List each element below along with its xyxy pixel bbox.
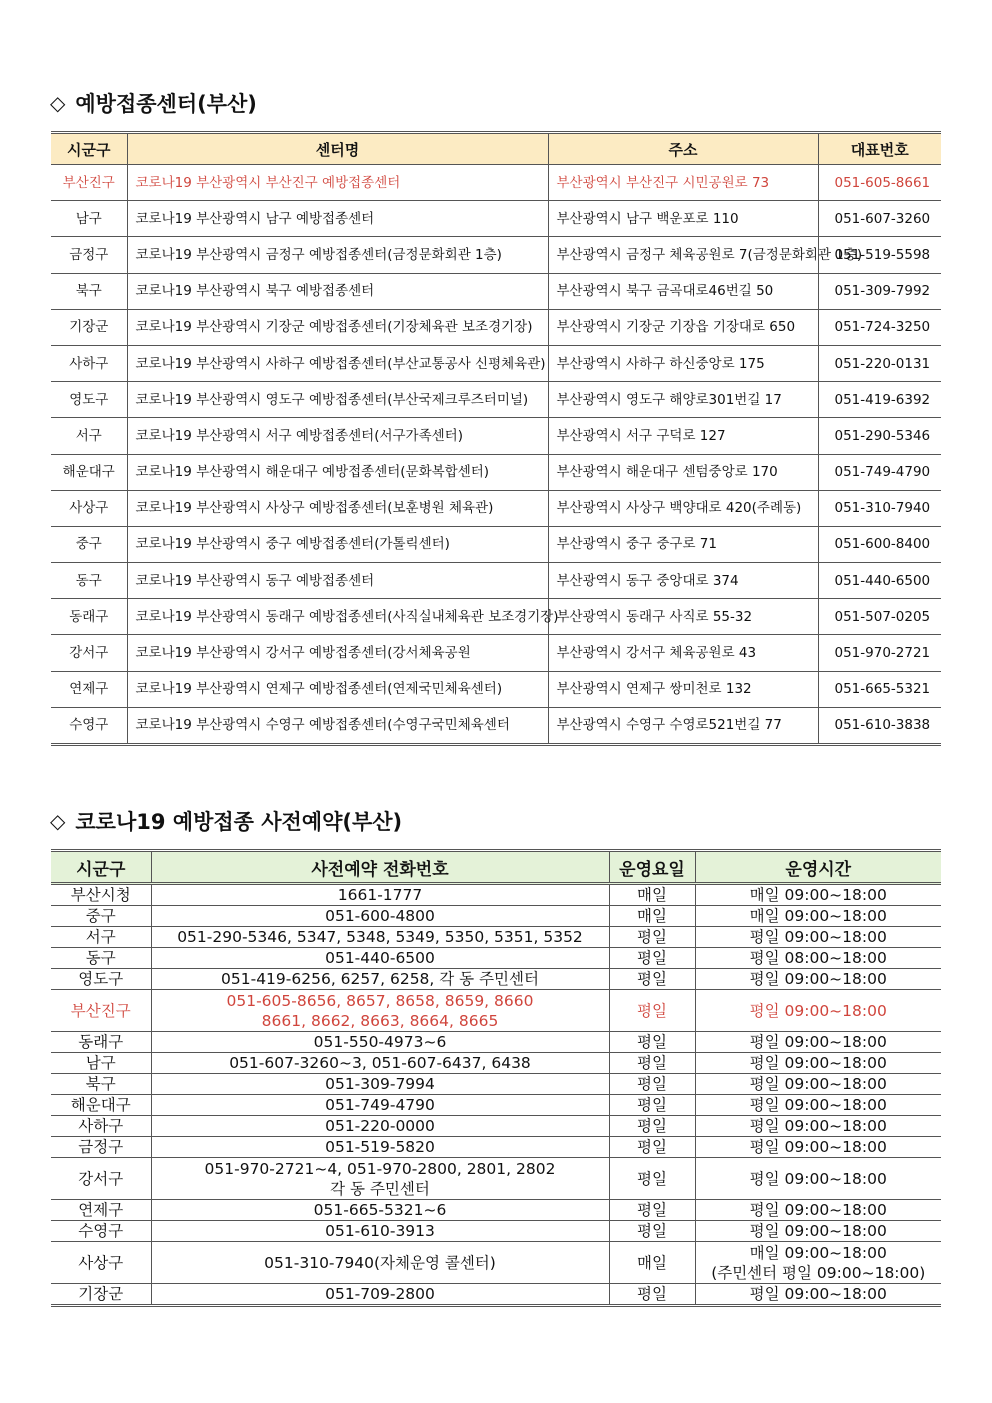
operating-hours-cell-line: 평일 09:00~18:00 xyxy=(749,1138,887,1156)
operating-hours-cell-line: 평일 08:00~18:00 xyxy=(749,949,887,967)
reservation-phone-cell-line: 051-310-7940(자체운영 콜센터) xyxy=(264,1253,496,1272)
district-cell: 중구 xyxy=(51,906,151,927)
operating-hours-cell-line: 평일 09:00~18:00 xyxy=(749,1075,887,1093)
reservation-phone-cell xyxy=(151,990,609,1032)
center-name-cell: 코로나19 부산광역시 북구 예방접종센터 xyxy=(127,273,548,309)
reservation-phone-cell xyxy=(151,906,609,927)
center-name-cell: 코로나19 부산광역시 기장군 예방접종센터(기장체육관 보조경기장) xyxy=(127,309,548,345)
table-row xyxy=(51,884,941,906)
district-cell: 연제구 xyxy=(51,1200,151,1221)
operating-hours-cell xyxy=(695,1116,941,1137)
reservation-phone-cell xyxy=(151,948,609,969)
reservation-phone-cell-line: 051-970-2721~4, 051-970-2800, 2801, 2802 xyxy=(204,1159,556,1178)
reservation-phone-cell xyxy=(151,1074,609,1095)
operating-hours-cell xyxy=(695,884,941,906)
district-cell: 북구 xyxy=(51,1074,151,1095)
address-cell xyxy=(548,671,818,707)
district-cell: 연제구 xyxy=(51,671,127,707)
phone-cell: 051-600-8400 xyxy=(818,526,941,562)
address-cell xyxy=(548,418,818,454)
operating-hours-cell-line: 평일 09:00~18:00 xyxy=(749,928,887,946)
address-cell-line: 부산광역시 부산진구 시민공원로 73 xyxy=(556,174,770,191)
district-cell: 영도구 xyxy=(51,382,127,418)
table-row xyxy=(51,1200,941,1221)
operating-hours-cell xyxy=(695,948,941,969)
diamond-icon: ◇ xyxy=(50,91,66,115)
reservation-phone-cell xyxy=(151,1053,609,1074)
operating-hours-cell-line: 매일 09:00~18:00 xyxy=(749,886,887,904)
table-row xyxy=(51,273,941,309)
address-cell-line: 부산광역시 남구 백운포로 110 xyxy=(556,210,739,227)
district-cell: 부산진구 xyxy=(51,990,151,1032)
table-row xyxy=(51,526,941,562)
operating-days-cell: 평일 xyxy=(609,1053,695,1074)
column-header: 대표번호 xyxy=(818,133,941,165)
table-row xyxy=(51,1032,941,1053)
table-row xyxy=(51,1221,941,1242)
reservation-phone-cell xyxy=(151,969,609,990)
district-cell: 해운대구 xyxy=(51,1095,151,1116)
district-cell: 기장군 xyxy=(51,1284,151,1306)
address-cell-line: 부산광역시 기장군 기장읍 기장대로 650 xyxy=(556,319,796,336)
district-cell: 동구 xyxy=(51,948,151,969)
operating-days-cell: 평일 xyxy=(609,1032,695,1053)
district-cell: 수영구 xyxy=(51,707,127,744)
operating-hours-cell xyxy=(695,1242,941,1284)
reservation-phone-cell-line: 051-600-4800 xyxy=(325,907,435,925)
reservation-phone-cell xyxy=(151,1158,609,1200)
center-name-cell: 코로나19 부산광역시 연제구 예방접종센터(연제국민체육센터) xyxy=(127,671,548,707)
table-row xyxy=(51,635,941,671)
operating-days-cell: 평일 xyxy=(609,1158,695,1200)
table-row xyxy=(51,1074,941,1095)
reservation-phone-cell-line: 051-419-6256, 6257, 6258, 각 동 주민센터 xyxy=(221,970,539,988)
operating-hours-cell xyxy=(695,927,941,948)
section2-heading xyxy=(50,806,402,836)
operating-days-cell: 평일 xyxy=(609,1221,695,1242)
table-row xyxy=(51,671,941,707)
phone-cell: 051-419-6392 xyxy=(818,382,941,418)
table-row xyxy=(51,165,941,201)
phone-cell: 051-440-6500 xyxy=(818,563,941,599)
address-cell-line: 부산광역시 사상구 백양대로 420(주례동) xyxy=(556,500,802,517)
reservation-phone-cell-line: 각 동 주민센터 xyxy=(330,1179,430,1198)
address-cell-line: 부산광역시 동래구 사직로 55-32 xyxy=(556,608,753,625)
address-cell xyxy=(548,273,818,309)
center-name-cell: 코로나19 부산광역시 동래구 예방접종센터(사직실내체육관 보조경기장) xyxy=(127,599,548,635)
operating-days-cell: 평일 xyxy=(609,1137,695,1158)
address-cell xyxy=(548,382,818,418)
operating-hours-cell xyxy=(695,1158,941,1200)
reservation-phone-cell xyxy=(151,884,609,906)
reservation-phone-cell xyxy=(151,1116,609,1137)
phone-cell: 051-607-3260 xyxy=(818,201,941,237)
district-cell: 사상구 xyxy=(51,490,127,526)
district-cell: 강서구 xyxy=(51,635,127,671)
address-cell-line: 부산광역시 사하구 하신중앙로 175 xyxy=(556,355,765,372)
reservation-phone-cell-line: 051-665-5321~6 xyxy=(313,1201,447,1219)
vaccination-center-table xyxy=(51,131,941,746)
operating-hours-cell xyxy=(695,1074,941,1095)
reservation-phone-cell-line: 051-605-8656, 8657, 8658, 8659, 8660 xyxy=(226,991,534,1010)
table-row xyxy=(51,1053,941,1074)
column-header: 시군구 xyxy=(51,851,151,884)
address-cell xyxy=(548,599,818,635)
operating-hours-cell-line: 평일 09:00~18:00 xyxy=(749,1222,887,1240)
operating-days-cell: 매일 xyxy=(609,906,695,927)
table-row xyxy=(51,418,941,454)
district-cell: 서구 xyxy=(51,927,151,948)
address-cell-line: 부산광역시 중구 중구로 71 xyxy=(556,536,717,553)
center-name-cell: 코로나19 부산광역시 영도구 예방접종센터(부산국제크루즈터미널) xyxy=(127,382,548,418)
phone-cell: 051-605-8661 xyxy=(818,165,941,201)
address-cell xyxy=(548,309,818,345)
district-cell: 북구 xyxy=(51,273,127,309)
district-cell: 동구 xyxy=(51,563,127,599)
center-name-cell: 코로나19 부산광역시 강서구 예방접종센터(강서체육공원 xyxy=(127,635,548,671)
reservation-phone-cell xyxy=(151,1284,609,1306)
table-row xyxy=(51,563,941,599)
operating-days-cell: 매일 xyxy=(609,884,695,906)
phone-cell: 051-290-5346 xyxy=(818,418,941,454)
center-name-cell: 코로나19 부산광역시 중구 예방접종센터(가톨릭센터) xyxy=(127,526,548,562)
reservation-phone-cell-line: 051-519-5820 xyxy=(325,1138,435,1156)
column-header: 사전예약 전화번호 xyxy=(151,851,609,884)
operating-days-cell: 평일 xyxy=(609,1200,695,1221)
table-row xyxy=(51,201,941,237)
column-header: 주소 xyxy=(548,133,818,165)
table-row xyxy=(51,1137,941,1158)
table-row xyxy=(51,990,941,1032)
district-cell: 남구 xyxy=(51,1053,151,1074)
operating-days-cell: 평일 xyxy=(609,927,695,948)
table-row xyxy=(51,490,941,526)
district-cell: 남구 xyxy=(51,201,127,237)
phone-cell: 051-749-4790 xyxy=(818,454,941,490)
district-cell: 부산진구 xyxy=(51,165,127,201)
reservation-phone-cell-line: 051-607-3260~3, 051-607-6437, 6438 xyxy=(229,1054,531,1072)
operating-hours-cell xyxy=(695,1200,941,1221)
table-row xyxy=(51,1242,941,1284)
operating-hours-cell-line: 평일 09:00~18:00 xyxy=(749,1285,887,1303)
table-header-row xyxy=(51,133,941,165)
address-cell-line: 부산광역시 동구 중앙대로 374 xyxy=(556,572,739,589)
reservation-phone-cell-line: 051-440-6500 xyxy=(325,949,435,967)
address-cell-line: 부산광역시 해운대구 센텀중앙로 170 xyxy=(556,464,778,481)
operating-days-cell: 평일 xyxy=(609,1074,695,1095)
address-cell-line: (금정문화회관 1층) xyxy=(747,246,863,263)
table-row xyxy=(51,1284,941,1306)
reservation-phone-cell-line: 051-610-3913 xyxy=(325,1222,435,1240)
phone-cell: 051-507-0205 xyxy=(818,599,941,635)
reservation-phone-cell-line: 051-749-4790 xyxy=(325,1096,435,1114)
district-cell: 수영구 xyxy=(51,1221,151,1242)
operating-hours-cell xyxy=(695,990,941,1032)
operating-hours-cell-line: 평일 09:00~18:00 xyxy=(749,1054,887,1072)
operating-hours-cell xyxy=(695,969,941,990)
operating-hours-cell-line: 평일 09:00~18:00 xyxy=(749,1096,887,1114)
district-cell: 해운대구 xyxy=(51,454,127,490)
phone-cell: 051-724-3250 xyxy=(818,309,941,345)
phone-cell: 051-610-3838 xyxy=(818,707,941,744)
district-cell: 사상구 xyxy=(51,1242,151,1284)
table-row xyxy=(51,906,941,927)
column-header: 센터명 xyxy=(127,133,548,165)
operating-hours-cell xyxy=(695,1137,941,1158)
operating-days-cell: 평일 xyxy=(609,1095,695,1116)
district-cell: 금정구 xyxy=(51,237,127,273)
reservation-phone-cell xyxy=(151,1242,609,1284)
address-cell-line: 부산광역시 서구 구덕로 127 xyxy=(556,427,726,444)
reservation-phone-cell xyxy=(151,1200,609,1221)
center-name-cell: 코로나19 부산광역시 동구 예방접종센터 xyxy=(127,563,548,599)
table-row xyxy=(51,345,941,381)
reservation-phone-cell-line: 051-290-5346, 5347, 5348, 5349, 5350, 5351, 5352 xyxy=(177,928,583,946)
table-row xyxy=(51,948,941,969)
reservation-table xyxy=(51,849,941,1307)
address-cell xyxy=(548,201,818,237)
address-cell xyxy=(548,454,818,490)
table-row xyxy=(51,454,941,490)
operating-hours-cell-line: 평일 09:00~18:00 xyxy=(749,1001,887,1020)
operating-hours-cell-line: 매일 09:00~18:00 xyxy=(749,1243,887,1262)
operating-hours-cell xyxy=(695,1095,941,1116)
diamond-icon: ◇ xyxy=(50,809,66,833)
address-cell xyxy=(548,165,818,201)
district-cell: 금정구 xyxy=(51,1137,151,1158)
reservation-phone-cell xyxy=(151,1137,609,1158)
operating-hours-cell-line: 평일 09:00~18:00 xyxy=(749,970,887,988)
district-cell: 동래구 xyxy=(51,599,127,635)
center-name-cell: 코로나19 부산광역시 금정구 예방접종센터(금정문화회관 1층) xyxy=(127,237,548,273)
district-cell: 부산시청 xyxy=(51,884,151,906)
phone-cell: 051-220-0131 xyxy=(818,345,941,381)
table-row xyxy=(51,1116,941,1137)
address-cell xyxy=(548,237,863,273)
phone-cell: 051-665-5321 xyxy=(818,671,941,707)
operating-hours-cell-line: (주민센터 평일 09:00~18:00) xyxy=(711,1263,926,1282)
address-cell-line: 부산광역시 수영구 수영로521번길 77 xyxy=(556,717,782,734)
operating-hours-cell-line: 매일 09:00~18:00 xyxy=(749,907,887,925)
center-name-cell: 코로나19 부산광역시 수영구 예방접종센터(수영구국민체육센터 xyxy=(127,707,548,744)
table-row xyxy=(51,969,941,990)
center-name-cell: 코로나19 부산광역시 사하구 예방접종센터(부산교통공사 신평체육관) xyxy=(127,345,548,381)
address-cell-line: 부산광역시 북구 금곡대로46번길 50 xyxy=(556,283,774,300)
table-row xyxy=(51,1158,941,1200)
address-cell xyxy=(548,490,818,526)
reservation-phone-cell xyxy=(151,927,609,948)
operating-hours-cell xyxy=(695,1032,941,1053)
address-cell-line: 부산광역시 금정구 체육공원로 7 xyxy=(556,246,748,263)
address-cell xyxy=(548,563,818,599)
reservation-phone-cell-line: 051-550-4973~6 xyxy=(313,1033,447,1051)
column-header: 시군구 xyxy=(51,133,127,165)
district-cell: 강서구 xyxy=(51,1158,151,1200)
operating-days-cell: 평일 xyxy=(609,948,695,969)
district-cell: 서구 xyxy=(51,418,127,454)
reservation-phone-cell xyxy=(151,1032,609,1053)
operating-hours-cell-line: 평일 09:00~18:00 xyxy=(749,1117,887,1135)
section1-heading xyxy=(50,88,257,118)
reservation-phone-cell-line: 051-220-0000 xyxy=(325,1117,435,1135)
reservation-phone-cell-line: 8661, 8662, 8663, 8664, 8665 xyxy=(261,1011,499,1030)
column-header: 운영요일 xyxy=(609,851,695,884)
operating-days-cell: 평일 xyxy=(609,969,695,990)
table-row xyxy=(51,599,941,635)
address-cell-line: 부산광역시 연제구 쌍미천로 132 xyxy=(556,681,752,698)
operating-hours-cell-line: 평일 09:00~18:00 xyxy=(749,1033,887,1051)
operating-hours-cell xyxy=(695,1053,941,1074)
table-row xyxy=(51,309,941,345)
address-cell-line: 부산광역시 영도구 해양로301번길 17 xyxy=(556,391,782,408)
reservation-phone-cell xyxy=(151,1221,609,1242)
center-name-cell: 코로나19 부산광역시 사상구 예방접종센터(보훈병원 체육관) xyxy=(127,490,548,526)
phone-cell: 051-970-2721 xyxy=(818,635,941,671)
table-row xyxy=(51,927,941,948)
district-cell: 기장군 xyxy=(51,309,127,345)
reservation-phone-cell xyxy=(151,1095,609,1116)
district-cell: 사하구 xyxy=(51,345,127,381)
table-row xyxy=(51,237,941,273)
operating-days-cell: 매일 xyxy=(609,1242,695,1284)
reservation-phone-cell-line: 051-709-2800 xyxy=(325,1285,435,1303)
address-cell xyxy=(548,707,818,744)
address-cell xyxy=(548,526,818,562)
operating-hours-cell-line: 평일 09:00~18:00 xyxy=(749,1169,887,1188)
district-cell: 중구 xyxy=(51,526,127,562)
reservation-phone-cell-line: 051-309-7994 xyxy=(325,1075,435,1093)
address-cell xyxy=(548,345,818,381)
operating-hours-cell xyxy=(695,1221,941,1242)
operating-hours-cell xyxy=(695,906,941,927)
phone-cell: 051-309-7992 xyxy=(818,273,941,309)
table-row xyxy=(51,1095,941,1116)
section1-title: 예방접종센터(부산) xyxy=(75,92,257,116)
center-name-cell: 코로나19 부산광역시 부산진구 예방접종센터 xyxy=(127,165,548,201)
phone-cell: 051-310-7940 xyxy=(818,490,941,526)
operating-days-cell: 평일 xyxy=(609,1284,695,1306)
table-row xyxy=(51,707,941,744)
district-cell: 영도구 xyxy=(51,969,151,990)
center-name-cell: 코로나19 부산광역시 서구 예방접종센터(서구가족센터) xyxy=(127,418,548,454)
phone-cell: 051-519-5598 xyxy=(818,237,941,273)
operating-days-cell: 평일 xyxy=(609,990,695,1032)
column-header: 운영시간 xyxy=(695,851,941,884)
reservation-phone-cell-line: 1661-1777 xyxy=(337,886,423,904)
district-cell: 동래구 xyxy=(51,1032,151,1053)
operating-hours-cell xyxy=(695,1284,941,1306)
operating-days-cell: 평일 xyxy=(609,1116,695,1137)
table-row xyxy=(51,382,941,418)
address-cell xyxy=(548,635,818,671)
center-name-cell: 코로나19 부산광역시 해운대구 예방접종센터(문화복합센터) xyxy=(127,454,548,490)
center-name-cell: 코로나19 부산광역시 남구 예방접종센터 xyxy=(127,201,548,237)
table-header-row xyxy=(51,851,941,884)
section2-title: 코로나19 예방접종 사전예약(부산) xyxy=(75,810,403,834)
address-cell-line: 부산광역시 강서구 체육공원로 43 xyxy=(556,645,757,662)
operating-hours-cell-line: 평일 09:00~18:00 xyxy=(749,1201,887,1219)
district-cell: 사하구 xyxy=(51,1116,151,1137)
